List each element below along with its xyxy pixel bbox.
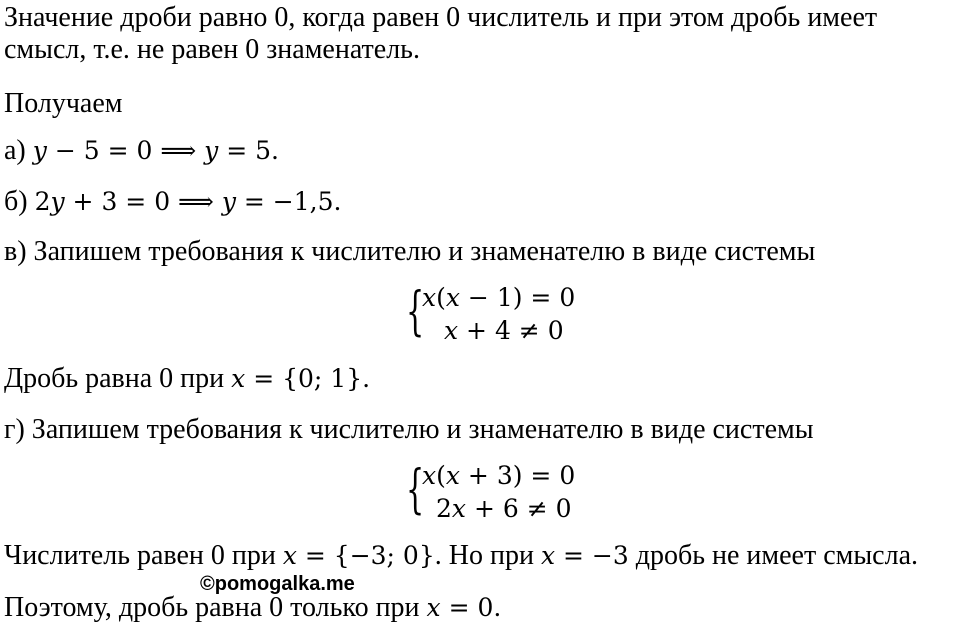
intro-line-2: смысл, т.е. не равен 0 знаменатель. bbox=[4, 34, 420, 65]
system-v-eq2 bbox=[444, 315, 564, 347]
coef: 2 bbox=[34, 187, 51, 216]
intro-line-1: Значение дроби равно 0, когда равен 0 числитель и при этом дробь имеет bbox=[4, 2, 878, 33]
var-y: y bbox=[221, 187, 236, 216]
brace: { bbox=[406, 460, 425, 520]
eq-rest: + 4 ≠ 0 bbox=[458, 316, 564, 345]
system-g bbox=[406, 460, 606, 530]
conclusion bbox=[4, 592, 501, 624]
part-v-intro: в) Запишем требования к числителю и знаменателю в виде системы bbox=[4, 236, 816, 267]
system-g-eq2 bbox=[436, 493, 572, 525]
part-b-expr: + 3 = 0 ⟹ bbox=[64, 187, 222, 216]
watermark: ©pomogalka.me bbox=[200, 573, 355, 595]
system-v bbox=[406, 282, 606, 352]
part-b-label: б) bbox=[4, 186, 35, 217]
var-y: y bbox=[204, 136, 219, 165]
result-text: Числитель равен 0 при bbox=[4, 540, 283, 571]
part-a-label: а) bbox=[4, 135, 33, 166]
system-v-eq1 bbox=[422, 282, 575, 314]
part-a-expr: − 5 = 0 ⟹ bbox=[46, 136, 205, 165]
brace: { bbox=[406, 282, 425, 342]
var-x: x bbox=[422, 461, 437, 490]
conclusion-text: Поэтому, дробь равна 0 только при bbox=[4, 592, 427, 623]
eq-rest: − 1) = 0 bbox=[459, 283, 576, 312]
part-a bbox=[4, 135, 279, 167]
var-x: x bbox=[444, 316, 459, 345]
var-y: y bbox=[32, 136, 47, 165]
result-text: дробь не имеет смысла. bbox=[628, 540, 919, 571]
system-g-eq1 bbox=[422, 460, 575, 492]
obtain-heading: Получаем bbox=[4, 88, 123, 119]
part-b-result: = −1,5. bbox=[235, 187, 342, 216]
var-x: x bbox=[540, 541, 556, 570]
paren: ( bbox=[436, 283, 446, 312]
part-a-result: = 5. bbox=[218, 136, 279, 165]
var-x: x bbox=[422, 283, 437, 312]
part-v-result bbox=[4, 363, 370, 395]
result-set: = {0; 1}. bbox=[245, 364, 371, 393]
part-b bbox=[4, 186, 341, 218]
var-x: x bbox=[451, 494, 467, 523]
coef: 2 bbox=[436, 494, 452, 523]
var-x: x bbox=[445, 461, 460, 490]
result-text: . Но при bbox=[434, 540, 541, 571]
var-x: x bbox=[282, 541, 297, 570]
eq-rest: + 6 ≠ 0 bbox=[466, 494, 572, 523]
eq-rest: + 3) = 0 bbox=[459, 461, 576, 490]
conclusion-value: = 0. bbox=[440, 593, 502, 622]
var-x: x bbox=[231, 364, 246, 393]
result-set: = {−3; 0} bbox=[296, 541, 435, 570]
part-g-intro: г) Запишем требования к числителю и знаменателю в виде системы bbox=[4, 414, 814, 445]
var-x: x bbox=[426, 593, 441, 622]
var-y: y bbox=[50, 187, 65, 216]
result-value: = −3 bbox=[555, 541, 629, 570]
part-g-result bbox=[4, 540, 918, 572]
result-text: Дробь равна 0 при bbox=[4, 363, 232, 394]
paren: ( bbox=[436, 461, 446, 490]
var-x: x bbox=[445, 283, 460, 312]
